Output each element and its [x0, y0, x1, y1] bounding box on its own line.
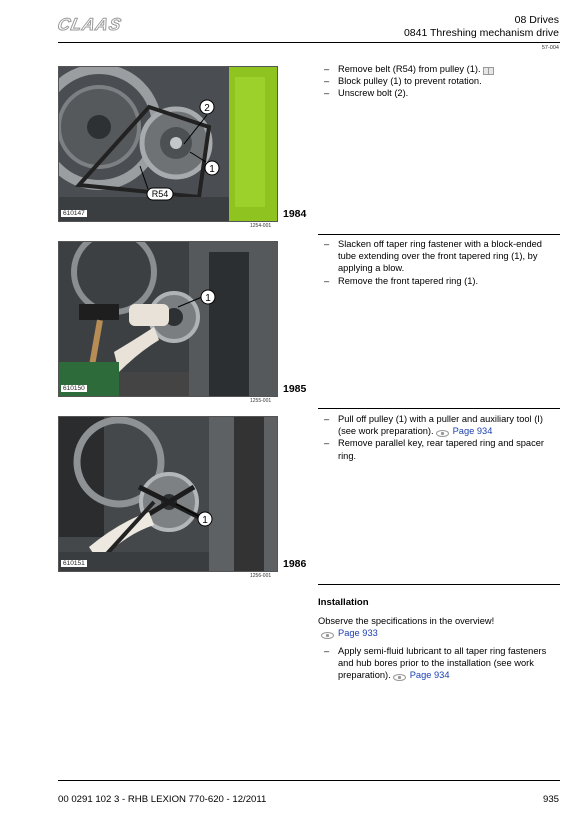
header-rule	[58, 42, 560, 43]
steps-figure-1985	[318, 238, 560, 287]
steps-figure-1986	[318, 413, 560, 462]
steps-figure-1984	[318, 63, 560, 100]
list-item: – Remove belt (R54) from pulley (1).	[318, 63, 560, 75]
figure-1984-callouts	[58, 66, 276, 220]
list-item: – Block pulley (1) to prevent rotation.	[324, 76, 482, 87]
installation-heading: Installation	[318, 597, 369, 608]
page-number: 935	[542, 794, 559, 805]
svg-text:R54: R54	[151, 189, 169, 199]
photo-number: 610151	[63, 560, 85, 567]
figure-number: 1985	[283, 383, 307, 395]
photo-number: 610147	[63, 210, 85, 217]
book-icon[interactable]	[483, 66, 494, 74]
list-item: – Pull off pulley (1) with a puller and auxiliary tool (I) (see work preparation). Page 934	[324, 414, 543, 437]
section-rule	[318, 584, 560, 585]
figure-number: 1986	[283, 558, 307, 570]
footer-rule	[58, 780, 560, 781]
section-title: 0841 Threshing mechanism drive	[403, 27, 559, 39]
image-code: 1256-001	[250, 573, 272, 579]
page-link[interactable]: Page 934	[409, 670, 450, 681]
svg-text:2: 2	[204, 103, 210, 114]
svg-text:1: 1	[202, 515, 208, 526]
figure-number: 1984	[283, 208, 307, 220]
image-code: 1255-001	[250, 398, 272, 404]
list-item: – Apply semi-fluid lubricant to all taper ring fasteners and hub bores prior to the installation (see work preparation). Page 934	[324, 646, 547, 681]
claas-logo: CLAAS	[55, 15, 124, 34]
figure-1985-callouts	[58, 241, 276, 395]
figure-1986-callouts	[58, 416, 276, 570]
installation-steps	[318, 645, 560, 682]
svg-text:1: 1	[209, 164, 215, 175]
svg-text:1: 1	[205, 293, 211, 304]
document-code: 57-004	[541, 45, 559, 51]
image-code: 1254-001	[250, 223, 272, 229]
section-rule	[318, 408, 560, 409]
list-item: – Remove the front tapered ring (1).	[324, 275, 479, 286]
section-rule	[318, 234, 560, 235]
eye-icon	[436, 428, 449, 435]
list-item: – Slacken off taper ring fastener with a block-ended tube extending over the front tapered ring (1), by applying a blow.	[324, 239, 542, 274]
page-link[interactable]: Page 934	[452, 426, 493, 437]
installation-intro: Observe the specifications in the overview!	[318, 616, 495, 626]
list-item: – Remove parallel key, rear tapered ring and spacer ring.	[324, 438, 545, 461]
page-link[interactable]: Page 933	[338, 628, 378, 638]
chapter-title: 08 Drives	[514, 14, 559, 26]
photo-number: 610150	[63, 385, 85, 392]
eye-icon	[321, 630, 334, 637]
list-item: – Unscrew bolt (2).	[324, 88, 409, 99]
installation-intro-link-line	[318, 627, 560, 639]
footer-doc-info: 00 0291 102 3 - RHB LEXION 770-620 - 12/2011	[58, 794, 267, 805]
eye-icon	[393, 672, 406, 679]
